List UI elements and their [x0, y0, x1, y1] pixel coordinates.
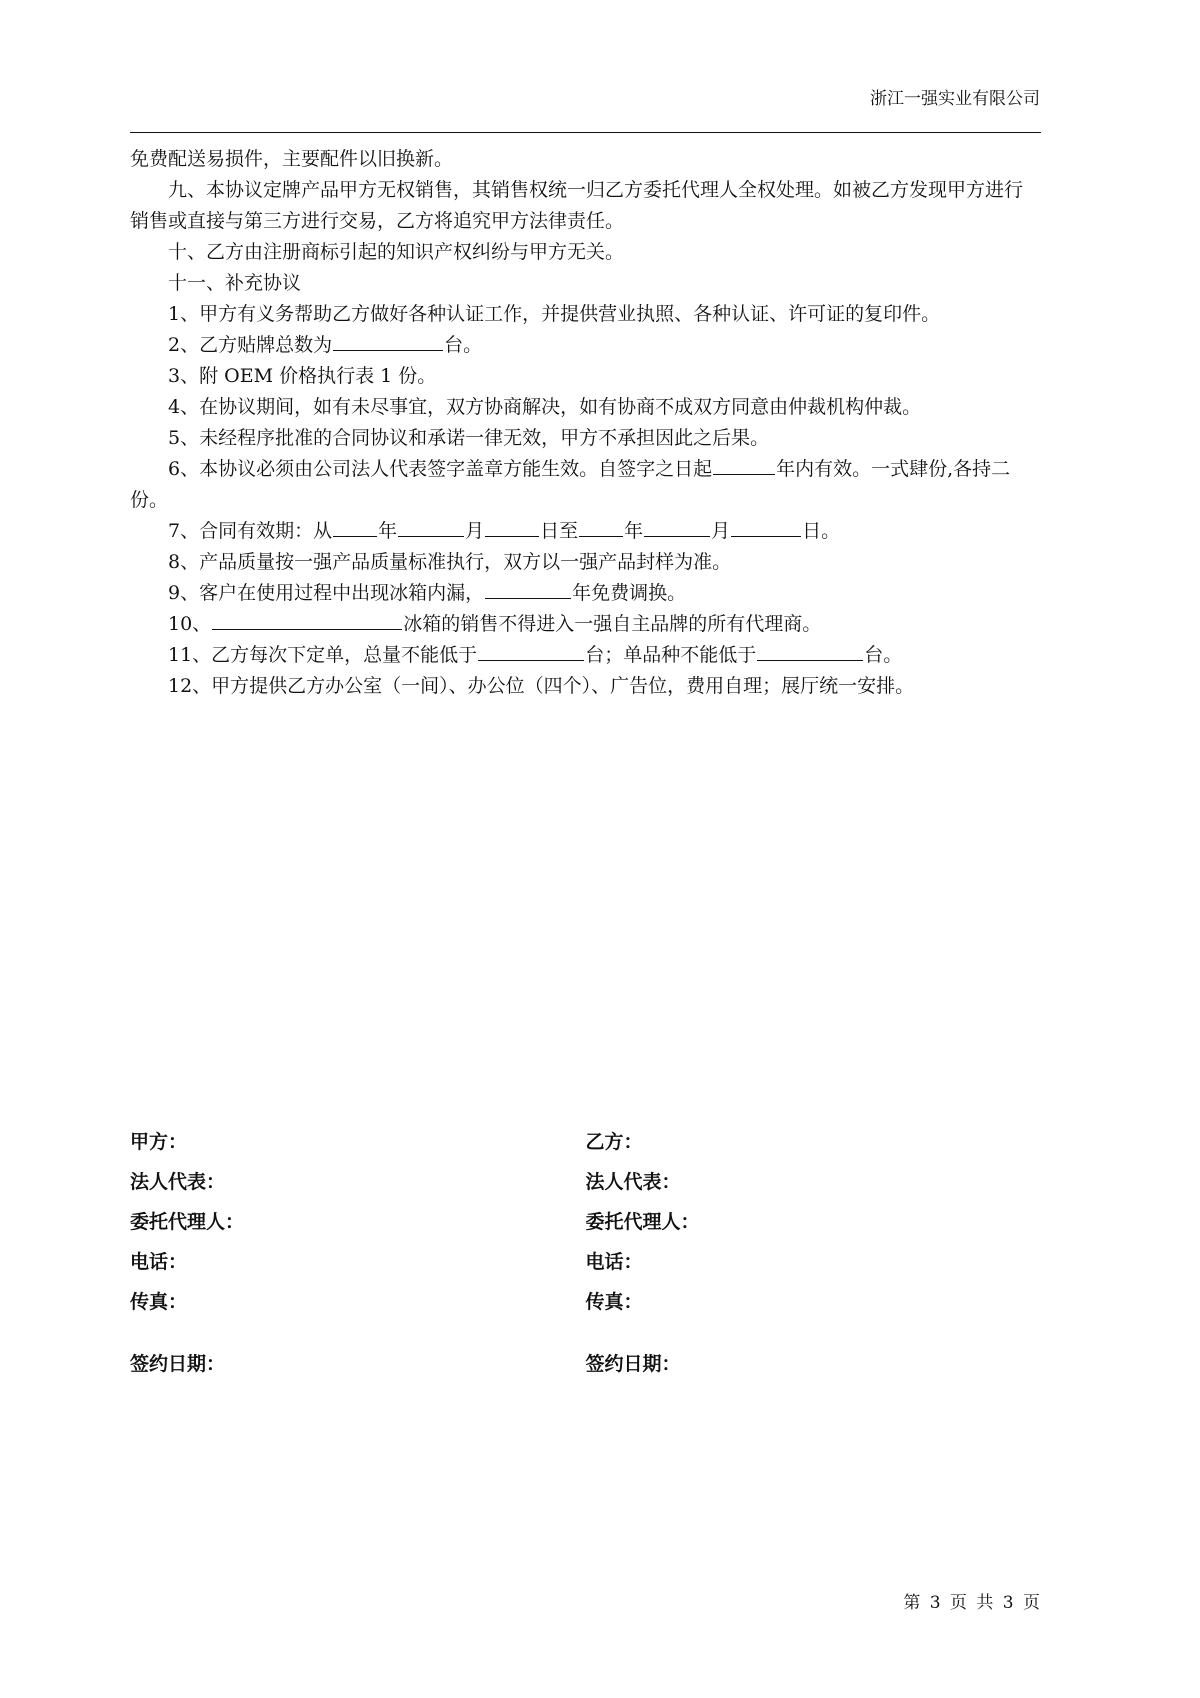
signature-row [130, 1200, 1041, 1240]
text: 日。 [802, 520, 841, 542]
fill-blank [731, 516, 801, 537]
paragraph [130, 330, 1041, 361]
text: 7、合同有效期：从 [168, 520, 333, 542]
header-rule [130, 132, 1041, 133]
paragraph: 5、未经程序批准的合同协议和承诺一律无效，甲方不承担因此之后果。 [168, 427, 770, 449]
party-a-legal-rep-label: 法人代表： [130, 1170, 226, 1193]
fill-blank [485, 516, 539, 537]
paragraph: 1、甲方有义务帮助乙方做好各种认证工作，并提供营业执照、各种认证、许可证的复印件。 [168, 303, 941, 325]
fill-blank [212, 609, 402, 630]
fill-blank [478, 640, 584, 661]
paragraph: 8、产品质量按一强产品质量标准执行，双方以一强产品封样为准。 [168, 551, 732, 573]
text: 9、客户在使用过程中出现冰箱内漏， [168, 582, 485, 604]
party-b-label: 乙方： [585, 1130, 643, 1153]
paragraph: 3、附 OEM 价格执行表 1 份。 [168, 365, 437, 387]
party-a-phone-label: 电话： [130, 1250, 188, 1273]
party-b-date-label: 签约日期： [585, 1352, 681, 1375]
fill-blank [757, 640, 863, 661]
text: 年内有效。一式肆份,各持二份。 [130, 458, 1011, 511]
text: 台；单品种不能低于 [585, 644, 757, 666]
text: 6、本协议必须由公司法人代表签字盖章方能生效。自签字之日起 [168, 458, 713, 480]
text: 10、 [168, 613, 212, 635]
fill-blank [713, 454, 775, 475]
signature-row [130, 1240, 1041, 1280]
party-a-date-label: 签约日期： [130, 1352, 226, 1375]
section-heading: 十一、补充协议 [168, 272, 302, 294]
paragraph [130, 454, 1041, 516]
text: 月 [711, 520, 731, 542]
text: 台。 [444, 334, 483, 356]
fill-blank [398, 516, 464, 537]
signature-row [130, 1280, 1041, 1320]
party-a-fax-label: 传真： [130, 1290, 188, 1313]
page-number: 第 3 页 共 3 页 [903, 1593, 1042, 1613]
paragraph: 4、在协议期间，如有未尽事宜，双方协商解决，如有协商不成双方同意由仲裁机构仲裁。 [168, 396, 922, 418]
paragraph [130, 640, 1041, 671]
paragraph: 免费配送易损件，主要配件以旧换新。 [130, 148, 454, 170]
paragraph: 12、甲方提供乙方办公室（一间）、办公位（四个）、广告位，费用自理；展厅统一安排。 [168, 675, 915, 697]
fill-blank [333, 330, 443, 351]
text: 冰箱的销售不得进入一强自主品牌的所有代理商。 [403, 613, 822, 635]
text: 年 [378, 520, 398, 542]
paragraph [130, 609, 1041, 640]
signature-row [130, 1342, 1041, 1382]
signature-block [130, 1120, 1041, 1382]
party-b-phone-label: 电话： [585, 1250, 643, 1273]
text: 年免费调换。 [572, 582, 687, 604]
text: 年 [624, 520, 644, 542]
party-b-fax-label: 传真： [585, 1290, 643, 1313]
paragraph [130, 516, 1041, 547]
text: 日至 [540, 520, 579, 542]
party-a-agent-label: 委托代理人： [130, 1210, 245, 1233]
party-a-label: 甲方： [130, 1130, 188, 1153]
text: 11、乙方每次下定单，总量不能低于 [168, 644, 478, 666]
text: 月 [465, 520, 485, 542]
paragraph: 十、乙方由注册商标引起的知识产权纠纷与甲方无关。 [168, 241, 625, 263]
party-b-legal-rep-label: 法人代表： [585, 1170, 681, 1193]
paragraph: 九、本协议定牌产品甲方无权销售，其销售权统一归乙方委托代理人全权处理。如被乙方发现甲方进行销售或直接与第三方进行交易，乙方将追究甲方法律责任。 [130, 179, 1024, 232]
signature-row [130, 1120, 1041, 1160]
fill-blank [333, 516, 377, 537]
contract-body [130, 144, 1041, 702]
fill-blank [485, 578, 571, 599]
text: 台。 [864, 644, 903, 666]
signature-row [130, 1160, 1041, 1200]
paragraph [130, 578, 1041, 609]
header-company-name: 浙江一强实业有限公司 [870, 89, 1040, 109]
fill-blank [644, 516, 710, 537]
party-b-agent-label: 委托代理人： [585, 1210, 700, 1233]
text: 2、乙方贴牌总数为 [168, 334, 333, 356]
fill-blank [579, 516, 623, 537]
